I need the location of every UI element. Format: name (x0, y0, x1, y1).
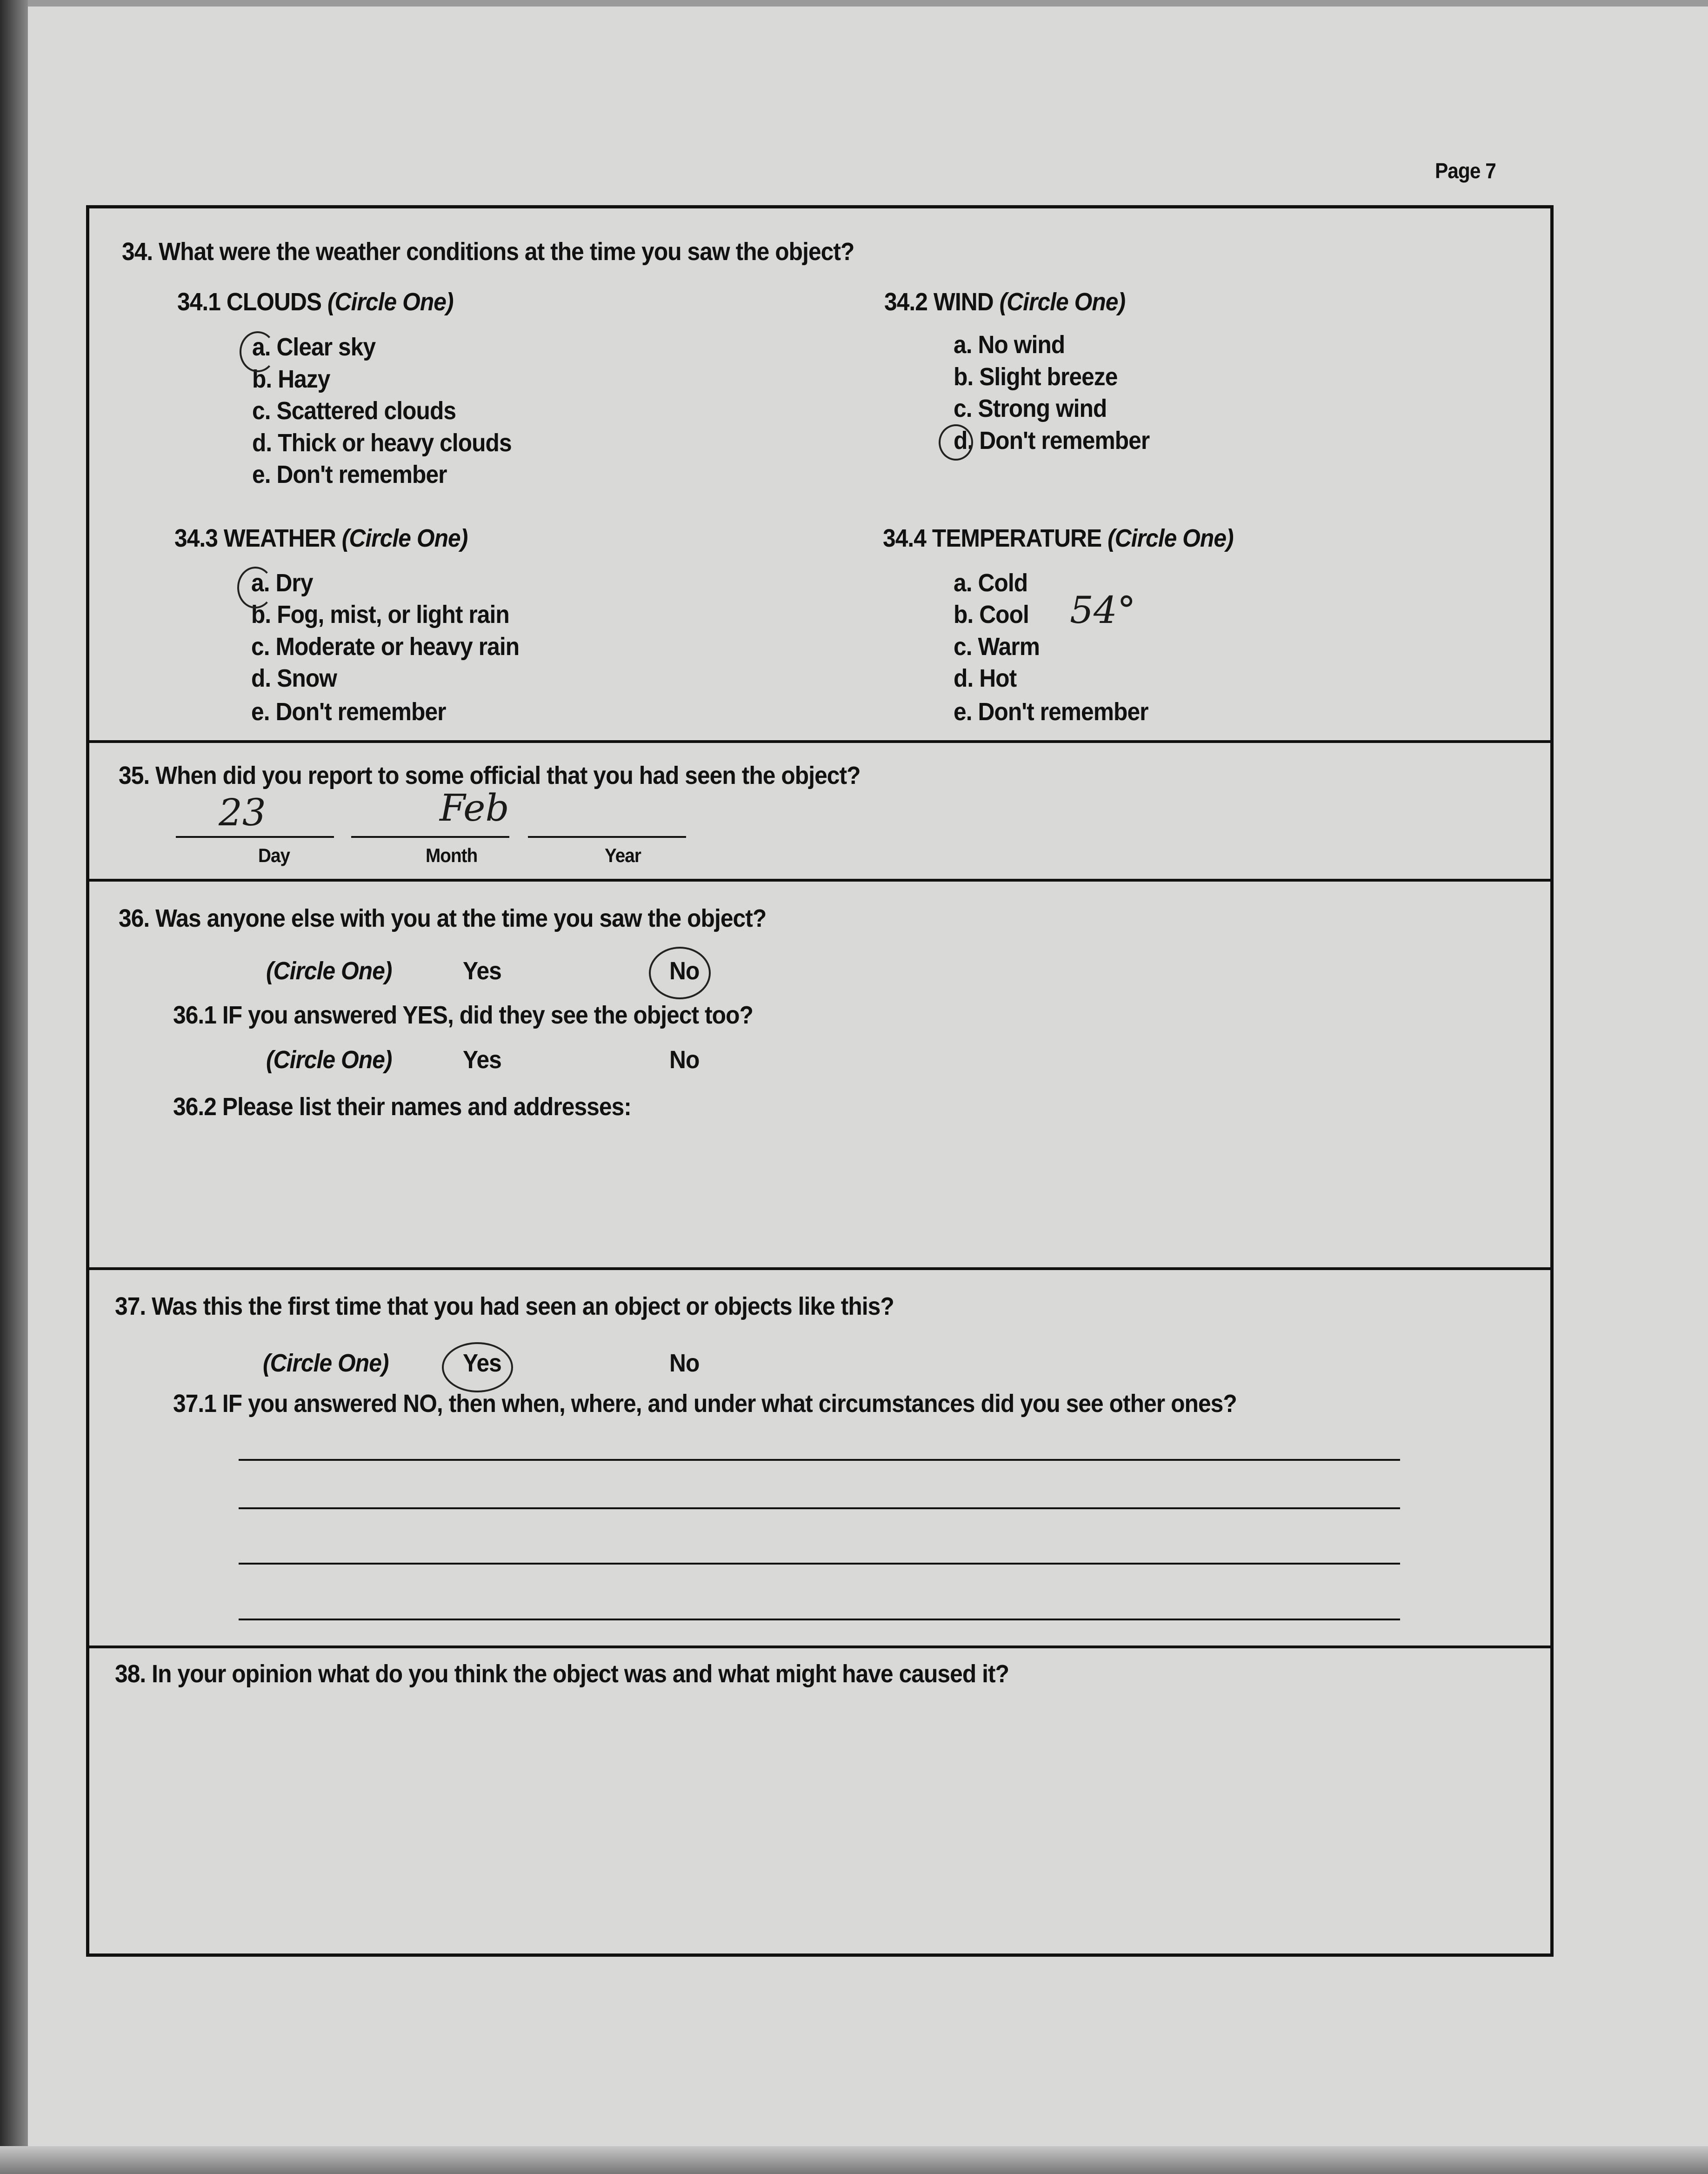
selection-circle-weather (237, 567, 274, 609)
q36-option-yes[interactable]: Yes (463, 957, 501, 985)
question-34: 34. What were the weather conditions at the time you saw the object? (122, 238, 854, 266)
circle-one-note: (Circle One) (341, 524, 468, 552)
page-number: Page 7 (1435, 159, 1496, 183)
weather-option-b[interactable]: b. Fog, mist, or light rain (251, 601, 509, 629)
answer-line[interactable] (239, 1563, 1400, 1565)
wind-option-b[interactable]: b. Slight breeze (954, 363, 1118, 391)
wind-heading-text: 34.2 WIND (884, 288, 994, 316)
scan-edge-bottom (0, 2146, 1708, 2174)
selection-circle-q36 (649, 947, 711, 999)
clouds-option-b[interactable]: b. Hazy (252, 365, 330, 393)
temperature-option-c[interactable]: c. Warm (954, 633, 1040, 661)
circle-one-note: (Circle One) (266, 1046, 392, 1074)
temperature-option-b[interactable]: b. Cool (954, 601, 1029, 629)
temperature-option-d[interactable]: d. Hot (954, 664, 1017, 692)
divider (86, 879, 1554, 882)
question-36-2: 36.2 Please list their names and addresses: (173, 1093, 631, 1121)
temperature-heading (883, 524, 1234, 553)
divider (86, 1267, 1554, 1270)
q37-option-no[interactable]: No (669, 1349, 700, 1377)
clouds-option-c[interactable]: c. Scattered clouds (252, 397, 456, 425)
wind-option-d[interactable]: d. Don't remember (954, 427, 1150, 455)
clouds-option-e[interactable]: e. Don't remember (252, 461, 447, 488)
q37-option-yes[interactable]: Yes (463, 1349, 501, 1377)
circle-one-note: (Circle One) (1108, 524, 1234, 552)
circle-one-note: (Circle One) (266, 957, 392, 985)
weather-heading-text: 34.3 WEATHER (174, 524, 336, 552)
scan-edge-left (0, 0, 28, 2174)
day-label: Day (258, 844, 290, 866)
wind-option-a[interactable]: a. No wind (954, 331, 1065, 359)
wind-heading (884, 288, 1125, 316)
month-field[interactable] (351, 836, 509, 838)
month-label: Month (426, 844, 478, 866)
clouds-option-a[interactable]: a. Clear sky (252, 333, 376, 361)
circle-one-note: (Circle One) (327, 288, 454, 316)
answer-line[interactable] (239, 1459, 1400, 1461)
handwritten-month: Feb (440, 786, 509, 829)
weather-option-e[interactable]: e. Don't remember (251, 698, 446, 726)
year-field[interactable] (528, 836, 686, 838)
circle-one-note: (Circle One) (263, 1349, 389, 1377)
answer-line[interactable] (239, 1619, 1400, 1620)
selection-circle-clouds (240, 331, 276, 372)
q36-1-option-yes[interactable]: Yes (463, 1046, 501, 1074)
circle-one-note: (Circle One) (999, 288, 1126, 316)
question-35: 35. When did you report to some official that you had seen the object? (119, 762, 861, 789)
weather-option-c[interactable]: c. Moderate or heavy rain (251, 633, 520, 661)
temperature-option-a[interactable]: a. Cold (954, 569, 1028, 597)
divider (86, 740, 1554, 743)
q36-option-no[interactable]: No (669, 957, 700, 985)
weather-option-a[interactable]: a. Dry (251, 569, 313, 597)
selection-circle-q37 (442, 1342, 513, 1392)
weather-option-d[interactable]: d. Snow (251, 664, 337, 692)
handwritten-day: 23 (219, 791, 266, 834)
year-label: Year (605, 844, 641, 866)
day-field[interactable] (176, 836, 334, 838)
clouds-option-d[interactable]: d. Thick or heavy clouds (252, 429, 512, 457)
question-36-1: 36.1 IF you answered YES, did they see the object too? (173, 1001, 753, 1029)
handwritten-temperature: 54° (1070, 589, 1136, 632)
weather-heading (174, 524, 467, 553)
temperature-option-e[interactable]: e. Don't remember (954, 698, 1148, 726)
scan-edge-top (0, 0, 1708, 7)
clouds-heading-text: 34.1 CLOUDS (177, 288, 322, 316)
answer-line[interactable] (239, 1507, 1400, 1509)
question-37: 37. Was this the first time that you had seen an object or objects like this? (115, 1292, 894, 1320)
q36-1-option-no[interactable]: No (669, 1046, 700, 1074)
wind-option-c[interactable]: c. Strong wind (954, 395, 1107, 422)
question-37-1: 37.1 IF you answered NO, then when, where, and under what circumstances did you see other ones? (173, 1390, 1237, 1418)
temperature-heading-text: 34.4 TEMPERATURE (883, 524, 1102, 552)
clouds-heading (177, 288, 454, 316)
question-36: 36. Was anyone else with you at the time you saw the object? (119, 904, 767, 932)
divider (86, 1646, 1554, 1648)
selection-circle-wind (939, 424, 973, 461)
question-38: 38. In your opinion what do you think the object was and what might have caused it? (115, 1660, 1009, 1688)
